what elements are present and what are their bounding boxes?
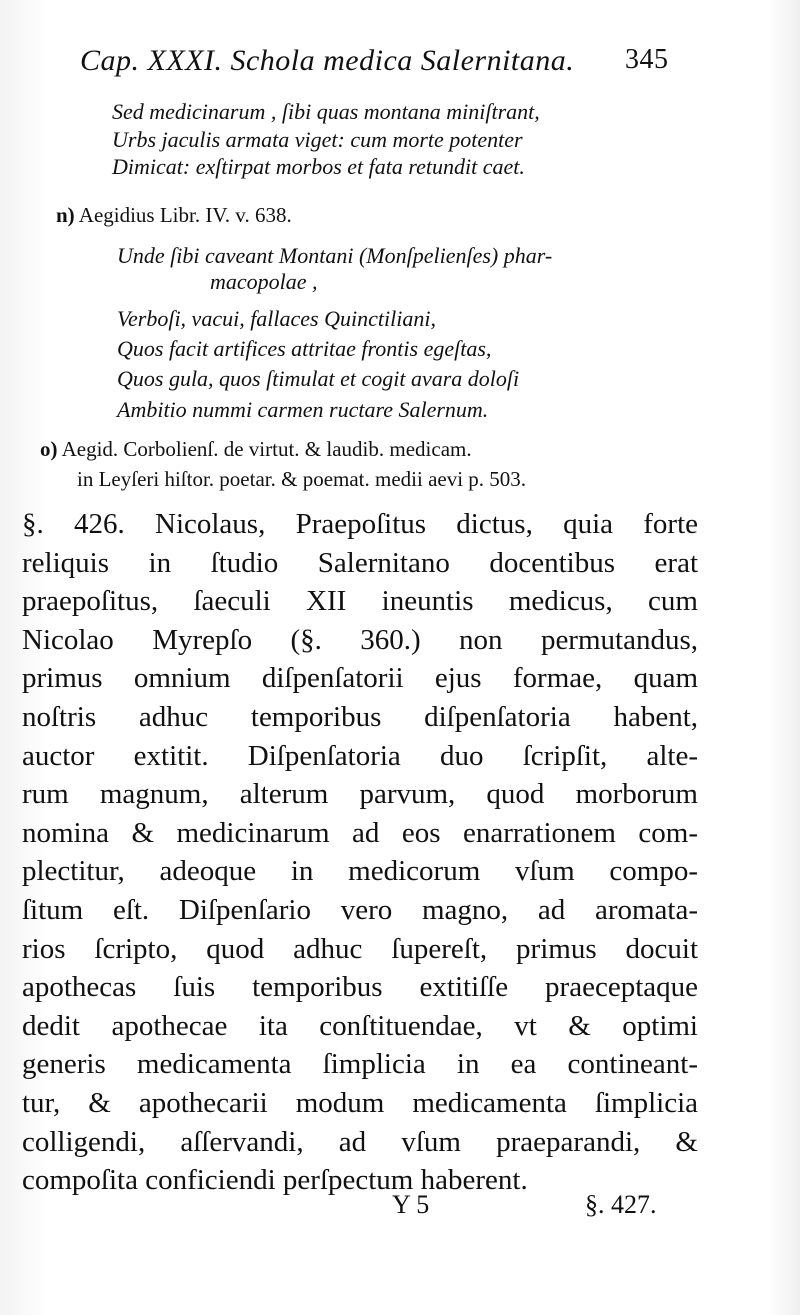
main-text (22, 505, 698, 1200)
text-line: apothecas ſuis temporibus extitiſſe praeceptaque (22, 971, 698, 1004)
text-line: generis medicamenta ſimplicia in ea contineant- (22, 1048, 698, 1081)
footnote-text: Aegidius Libr. IV. v. 638. (78, 203, 292, 227)
footnote-text: Aegid. Corbolienſ. de virtut. & laudib. medicam. (61, 437, 472, 461)
text-line: colligendi, aſſervandi, ad vſum praeparandi, & (22, 1125, 698, 1158)
page-number: 345 (625, 44, 669, 75)
text-line: praepoſitus, ſaeculi XII ineuntis medicus, cum (22, 585, 698, 618)
footnote-n (56, 202, 292, 228)
page-header (80, 44, 700, 78)
footnote-line (40, 436, 472, 462)
footnote-mark: n) (56, 203, 75, 227)
verse-line: Dimicat: exſtirpat morbos et fata retundit caet. (112, 154, 525, 179)
running-title: Cap. XXXI. Schola medica Salernitana. (80, 44, 575, 77)
footnote-mark: o) (40, 437, 58, 461)
text-line: reliquis in ſtudio Salernitano docentibus erat (22, 546, 698, 579)
verse-line: Urbs jaculis armata viget: cum morte potenter (112, 127, 523, 152)
text-line: primus omnium diſpenſatorii ejus formae, quam (22, 662, 698, 695)
catchword: §. 427. (585, 1190, 657, 1219)
text-line: §. 426. Nicolaus, Praepoſitus dictus, quia forte (22, 508, 698, 540)
text-line: dedit apothecae ita conſtituendae, vt & optimi (22, 1009, 698, 1042)
verse-line: Sed medicinarum , ſibi quas montana miniſtrant, (112, 99, 540, 124)
verse-line: Ambitio nummi carmen ructare Salernum. (117, 397, 489, 422)
footnote-line: in Leyſeri hiſtor. poetar. & poemat. medii aevi p. 503. (77, 467, 527, 491)
text-line: rum magnum, alterum parvum, quod morborum (22, 778, 698, 811)
text-line: compoſita conficiendi perſpectum haberent. (22, 1164, 528, 1197)
verse-line: macopolae , (210, 269, 318, 294)
text-line: nomina & medicinarum ad eos enarrationem com- (22, 816, 698, 849)
text-line: plectitur, adeoque in medicorum vſum compo- (22, 855, 698, 888)
verse-line: Quos gula, quos ſtimulat et cogit avara doloſi (117, 366, 520, 391)
text-line: ſitum eſt. Diſpenſario vero magno, ad aromata- (22, 893, 698, 926)
signature-mark: Y 5 (392, 1190, 430, 1219)
text-line: auctor extitit. Diſpenſatoria duo ſcripſit, alte- (22, 739, 698, 772)
verse-line: Unde ſibi caveant Montani (Monſpelienſes) phar- (117, 243, 553, 268)
text-line: Nicolao Myrepſo (§. 360.) non permutandus, (22, 623, 698, 656)
text-line: noſtris adhuc temporibus diſpenſatoria habent, (22, 700, 698, 733)
text-line: rios ſcripto, quod adhuc ſupereſt, primus docuit (22, 932, 698, 965)
text-line: tur, & apothecarii modum medicamenta ſimplicia (22, 1086, 698, 1119)
verse-line: Verboſi, vacui, fallaces Quinctiliani, (117, 306, 436, 331)
verse-line: Quos facit artifices attritae frontis egeſtas, (117, 336, 492, 361)
